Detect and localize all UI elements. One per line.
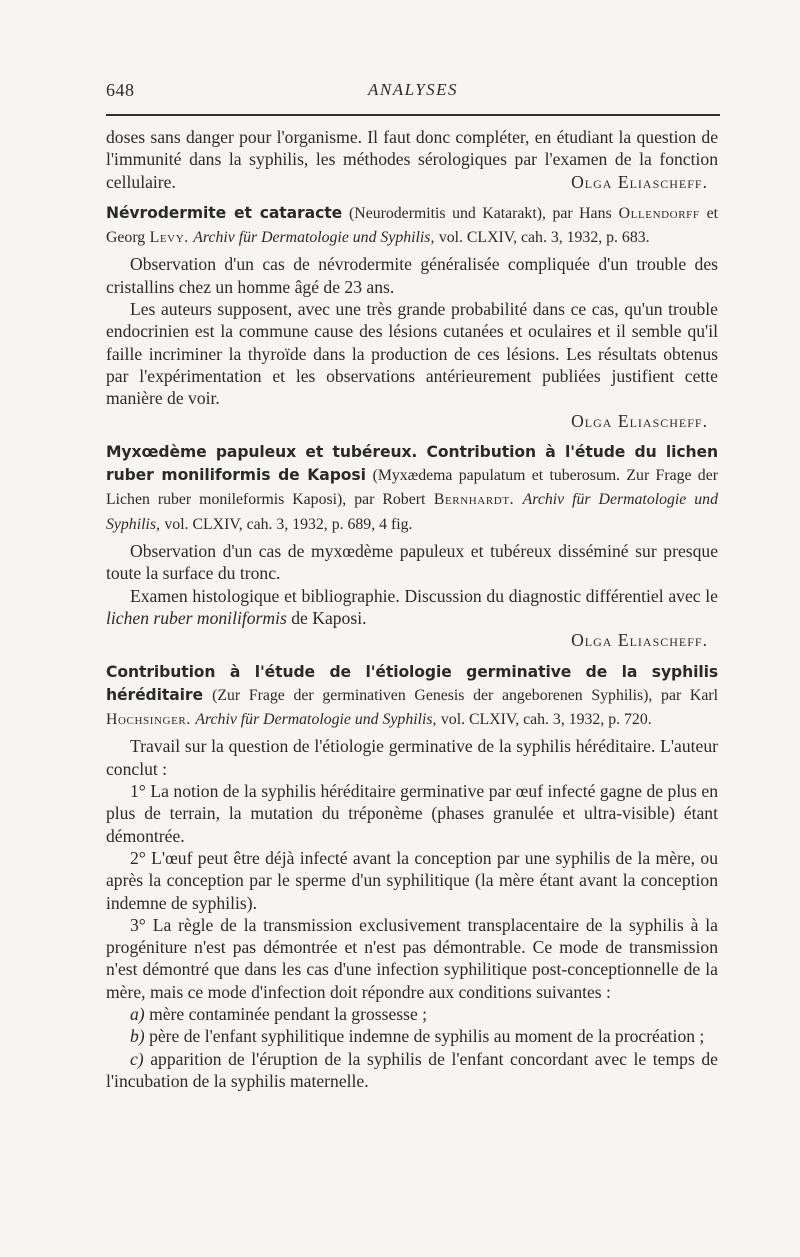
- entry-2-para-2-b: de Kaposi.: [291, 607, 367, 628]
- entry-2-title: Myxœdème papuleux et tubéreux. Contribution à l'étude du lichen ruber moniliformis de Kaposi: [106, 442, 718, 485]
- entry-3-para-4: 3° La règle de la transmission exclusivement transplacentaire de la syphilis à la progéniture n'est pas démontrée et n'est pas démontrable. Ce mode de transmission n'est démontré que dans les cas d'une infection syphilitique post-conceptionnelle de la mère, mais ce mode d'infection doit répondre aux conditions suivantes :: [106, 914, 718, 1002]
- entry-1-author-1: Ollendorff: [618, 204, 700, 222]
- entry-3-author-1: Hochsinger.: [106, 711, 191, 729]
- entry-2-para-2-em: lichen ruber moniliformis: [106, 607, 287, 628]
- intro-text: doses sans danger pour l'organisme. Il faut donc compléter, en étudiant la question de l'immunité dans la syphilis, les méthodes sérologiques par l'examen de la fonction cellulaire.: [106, 127, 718, 192]
- entry-3-item-c: [106, 1048, 718, 1093]
- entry-1-journal: Archiv für Dermatologie und Syphilis,: [193, 229, 435, 247]
- intro-paragraph: [106, 126, 718, 193]
- entry-2-author-1: Bernhardt.: [433, 491, 515, 509]
- entry-3-title: Contribution à l'étude de l'étiologie germinative de la syphilis héréditaire: [106, 662, 718, 704]
- entry-3-item-c-label: c): [130, 1048, 144, 1069]
- entry-2-ref-c: vol. CLXIV, cah. 3, 1932, p. 689, 4 fig.: [164, 515, 413, 533]
- entry-2-para-1: Observation d'un cas de myxœdème papuleux et tubéreux disséminé sur presque toute la surface du tronc.: [106, 541, 718, 584]
- entry-2-para-2-a: Examen histologique et bibliographie. Discussion du diagnostic différentiel avec le: [130, 585, 718, 606]
- entry-3-para-1: Travail sur la question de l'étiologie germinative de la syphilis héréditaire. L'auteur conclut :: [106, 736, 718, 779]
- entry-3-item-a: [106, 1003, 718, 1025]
- page-content: [106, 126, 718, 1092]
- entry-3-item-b: [106, 1025, 718, 1047]
- entry-1-ref-a: (Neurodermitis und Katarakt), par Hans: [349, 204, 612, 222]
- entry-2-heading: [106, 440, 718, 536]
- entry-2-ref-a: (Myxædema papulatum et tuberosum. Zur Frage der Lichen ruber monileformis Kaposi), par Robert: [106, 467, 718, 509]
- entry-3-ref-c: vol. CLXIV, cah. 3, 1932, p. 720.: [440, 711, 652, 729]
- entry-1-heading: [106, 201, 718, 250]
- entry-1-para-2: Les auteurs supposent, avec une très grande probabilité dans ce cas, qu'un trouble endocrinien est la commune cause des lésions cutanées et oculaires et il semble qu'il faille incriminer la thyroïde dans la production de ces lésions. Les résultats obtenus par l'expérimentation et les observations antérieurement publiées justifient cette manière de voir.: [106, 299, 718, 409]
- entry-3-item-a-label: a): [130, 1003, 145, 1024]
- entry-3-para-3: 2° L'œuf peut être déjà infecté avant la conception par une syphilis de la mère, ou après la conception par le sperme d'un syphilitique (la mère étant avant la conception indemne de syphilis).: [106, 847, 718, 913]
- page-header: [106, 80, 720, 104]
- entry-2-signature: Olga Eliascheff.: [571, 630, 708, 651]
- entry-3-journal: Archiv für Dermatologie und Syphilis,: [195, 711, 437, 729]
- entry-3-heading: [106, 660, 718, 732]
- entry-1-ref-c: vol. CLXIV, cah. 3, 1932, p. 683.: [438, 229, 650, 247]
- entry-1-title: Névrodermite et cataracte: [106, 203, 343, 222]
- entry-3-ref-a: (Zur Frage der germinativen Genesis der angeborenen Syphilis), par Karl: [212, 686, 718, 704]
- entry-2-para-2: [106, 585, 718, 630]
- entry-3-item-b-label: b): [130, 1026, 145, 1047]
- entry-1-ref-b: et Georg: [106, 204, 719, 247]
- running-title: ANALYSES: [367, 80, 459, 99]
- entry-1-signature: Olga Eliascheff.: [571, 410, 708, 431]
- entry-1-author-2: Levy.: [149, 229, 189, 247]
- header-rule: [106, 114, 720, 116]
- page-number: 648: [106, 80, 135, 100]
- entry-3-para-2: 1° La notion de la syphilis héréditaire germinative par œuf infecté gagne de plus en plus de terrain, la mutation du tréponème (phases granulée et ultra-visible) étant démontrée.: [106, 781, 718, 846]
- entry-3-item-a-text: mère contaminée pendant la grossesse ;: [149, 1003, 428, 1024]
- entry-3-item-c-text: apparition de l'éruption de la syphilis de l'enfant concordant avec le temps de l'incubation de la syphilis maternelle.: [106, 1048, 718, 1091]
- intro-signature: Olga Eliascheff.: [571, 171, 708, 192]
- entry-2-journal: Archiv für Dermatologie und Syphilis,: [106, 491, 718, 533]
- entry-1-para-1: Observation d'un cas de névrodermite généralisée compliquée d'un trouble des cristallins chez un homme âgé de 23 ans.: [106, 254, 718, 297]
- entry-3-item-b-text: père de l'enfant syphilitique indemne de syphilis au moment de la procréation ;: [149, 1026, 705, 1047]
